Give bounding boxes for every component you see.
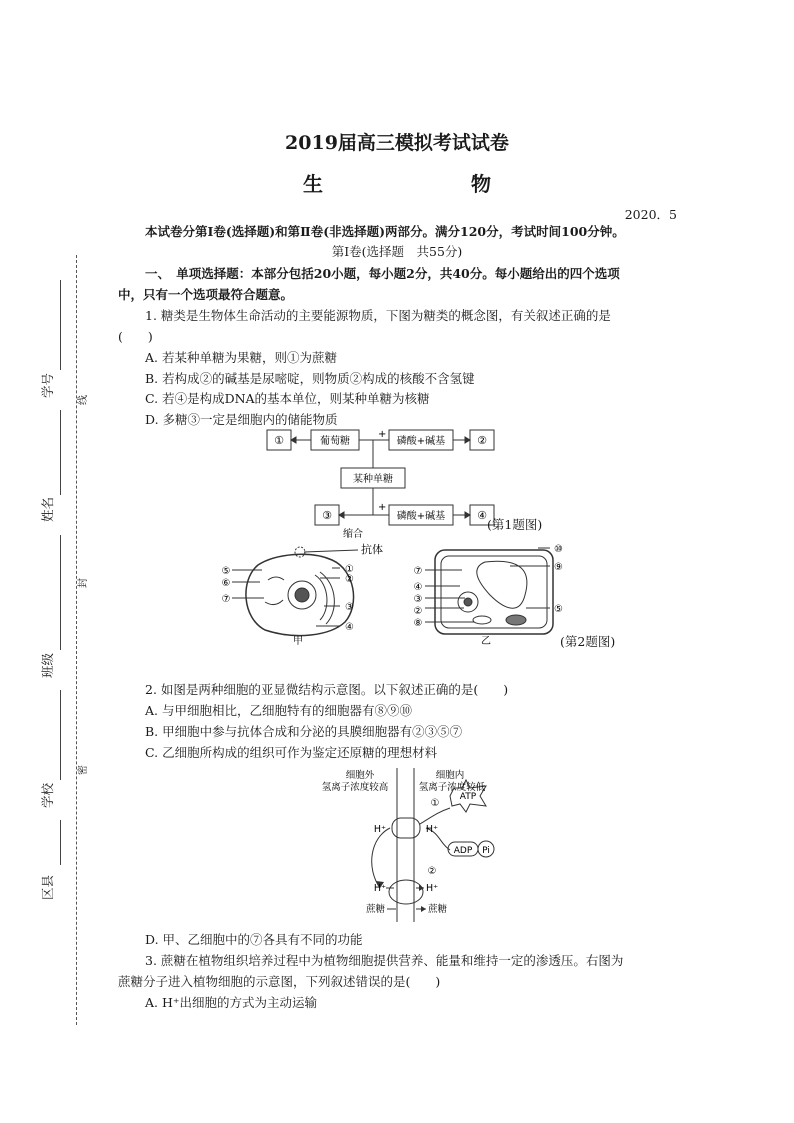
- q2-option-c: C. 乙细胞所构成的组织可作为鉴定还原糖的理想材料: [145, 745, 438, 760]
- q2-cell-structure-figure: [220, 540, 570, 650]
- q3-fig-outside-label: 细胞外: [345, 770, 375, 781]
- q3-fig-pi: Pi: [482, 846, 490, 856]
- q2-fig-yi-right-5: ⑤: [554, 604, 563, 615]
- q1-fig-phosphate-top: 磷酸+碱基: [396, 436, 446, 447]
- q1-answer-blank: ( ): [118, 329, 153, 344]
- q3-stem-line1: 3. 蔗糖在植物组织培养过程中为植物细胞提供营养、能量和维持一定的渗透压。右图为: [145, 953, 624, 968]
- q3-fig-adp: ADP: [453, 846, 473, 856]
- student-id-blank[interactable]: [60, 280, 61, 370]
- q2-fig-yi-left-8: ⑧: [413, 618, 423, 629]
- binding-mark-mi: 密: [78, 765, 89, 775]
- q3-fig-h-in-top: H⁺: [425, 824, 439, 835]
- q2-fig-yi-right-10: ⑩: [554, 544, 563, 555]
- q3-fig-sucrose-in: 蔗糖: [428, 904, 448, 915]
- q2-fig-antibody: 抗体: [361, 543, 383, 556]
- exam-date: 2020．5: [624, 207, 677, 222]
- q2-figure-caption: (第2题图): [560, 634, 616, 649]
- q2-fig-left-7: ⑦: [221, 594, 231, 605]
- q3-fig-inside-label: 细胞内: [435, 770, 465, 781]
- q1-fig-plus-top: +: [378, 429, 387, 440]
- q2-fig-cell-yi: 乙: [481, 636, 491, 647]
- q1-figure-caption: (第1题图): [487, 517, 543, 532]
- q2-stem: 2. 如图是两种细胞的亚显微结构示意图。以下叙述正确的是( ): [145, 682, 509, 697]
- district-label: 区县: [40, 874, 55, 900]
- q2-fig-cell-jia: 甲: [293, 636, 303, 647]
- q1-option-c: C. 若④是构成DNA的基本单位，则某种单糖为核糖: [145, 391, 430, 406]
- q3-fig-carrier-1: ①: [430, 798, 440, 809]
- q3-fig-outside-concentration: 氢离子浓度较高: [321, 782, 389, 793]
- part1-heading: 第Ⅰ卷(选择题 共55分): [331, 244, 463, 259]
- school-label: 学校: [40, 782, 55, 808]
- district-blank[interactable]: [60, 820, 61, 865]
- q2-option-b: B. 甲细胞中参与抗体合成和分泌的具膜细胞器有②③⑤⑦: [145, 724, 463, 739]
- q3-fig-h-out-top: H⁺: [373, 824, 387, 835]
- binding-mark-feng: 封: [78, 578, 89, 588]
- q3-fig-inside-concentration: 氢离子浓度较低: [418, 782, 486, 793]
- q2-option-d: D. 甲、乙细胞中的⑦各具有不同的功能: [145, 932, 363, 947]
- q1-fig-node-2: ②: [477, 434, 487, 447]
- q1-fig-phosphate-bottom: 磷酸+碱基: [396, 511, 446, 522]
- subject-title: 生 物: [303, 172, 527, 196]
- q3-fig-sucrose-out: 蔗糖: [365, 904, 385, 915]
- q3-fig-h-in-bottom: H⁺: [426, 883, 439, 894]
- q2-fig-jia-2: ②: [345, 574, 354, 585]
- section1-line1: 一、 单项选择题：本部分包括20小题，每小题2分，共40分。每小题给出的四个选项: [145, 266, 620, 281]
- q3-fig-atp: ATP: [459, 792, 477, 802]
- q3-option-a: A. H⁺出细胞的方式为主动运输: [145, 995, 317, 1010]
- binding-dashed-line: [76, 255, 77, 1025]
- q1-option-d: D. 多糖③一定是细胞内的储能物质: [145, 412, 338, 427]
- q3-sucrose-transport-figure: [300, 768, 520, 924]
- name-label: 姓名: [40, 496, 55, 522]
- binding-mark-xian: 线: [78, 395, 89, 405]
- q3-stem-line2: 蔗糖分子进入植物细胞的示意图，下列叙述错误的是( ): [118, 974, 441, 989]
- q2-fig-yi-left-7: ⑦: [413, 566, 423, 577]
- q3-fig-h-out-bottom: H⁺: [373, 883, 386, 894]
- student-id-label: 学号: [40, 372, 55, 398]
- school-blank[interactable]: [60, 690, 61, 780]
- q1-fig-condensation: 缩合: [343, 529, 363, 538]
- q2-fig-yi-left-4: ④: [413, 582, 423, 593]
- exam-title: 2019届高三模拟考试试卷: [285, 132, 509, 154]
- class-label: 班级: [40, 652, 55, 678]
- q2-fig-jia-1: ①: [345, 564, 354, 575]
- q1-option-a: A. 若某种单糖为果糖，则①为蔗糖: [145, 350, 337, 365]
- q1-fig-glucose: 葡萄糖: [320, 436, 350, 447]
- q1-fig-plus-bottom: +: [378, 502, 387, 513]
- class-blank[interactable]: [60, 535, 61, 650]
- q1-stem: 1. 糖类是生物体生命活动的主要能源物质，下图为糖类的概念图，有关叙述正确的是: [145, 308, 611, 323]
- section1-line2: 中，只有一个选项最符合题意。: [118, 287, 294, 302]
- q2-fig-yi-right-9: ⑨: [554, 562, 563, 573]
- q1-fig-monosaccharide: 某种单糖: [353, 474, 393, 485]
- name-blank[interactable]: [60, 410, 61, 495]
- q2-fig-left-6: ⑥: [221, 578, 231, 589]
- q1-fig-node-4: ④: [477, 509, 487, 522]
- q3-fig-carrier-2: ②: [427, 866, 437, 877]
- q2-fig-yi-left-2: ②: [413, 606, 423, 617]
- q1-fig-node-3: ③: [322, 509, 332, 522]
- q2-fig-yi-left-3: ③: [413, 594, 423, 605]
- q2-fig-jia-4: ④: [345, 622, 354, 633]
- q2-option-a: A. 与甲细胞相比，乙细胞特有的细胞器有⑧⑨⑩: [145, 703, 412, 718]
- q1-fig-node-1: ①: [274, 434, 284, 447]
- q1-option-b: B. 若构成②的碱基是尿嘧啶，则物质②构成的核酸不含氢键: [145, 371, 475, 386]
- exam-intro: 本试卷分第Ⅰ卷(选择题)和第Ⅱ卷(非选择题)两部分。满分120分，考试时间100分钟。: [145, 224, 625, 239]
- q2-fig-jia-3: ③: [345, 602, 354, 613]
- q2-fig-left-5: ⑤: [221, 566, 231, 577]
